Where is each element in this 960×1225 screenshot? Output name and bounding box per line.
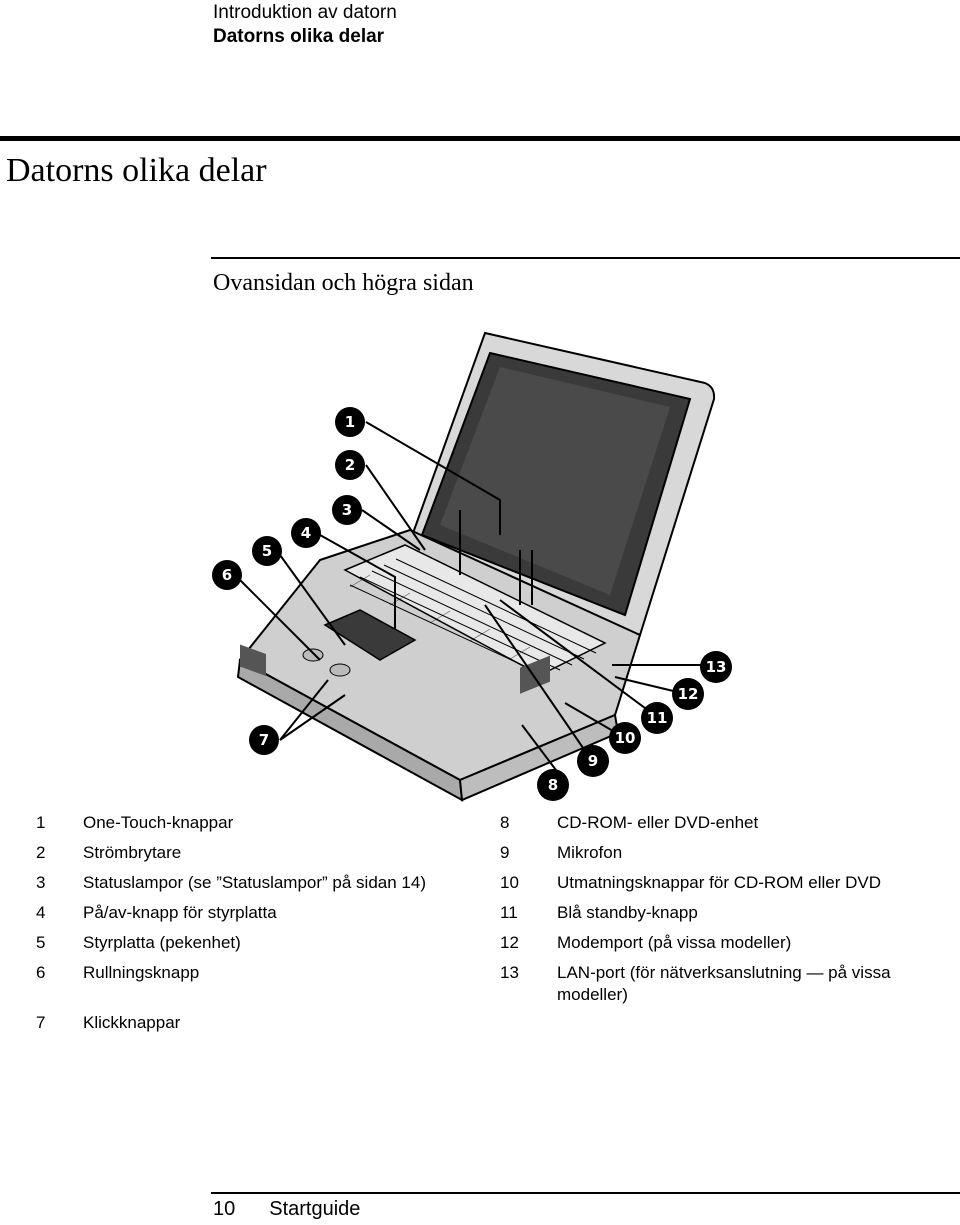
svg-text:5: 5 — [261, 542, 273, 560]
legend-item: 1 One-Touch-knappar — [36, 808, 486, 838]
legend-item-label: På/av-knapp för styrplatta — [83, 903, 277, 922]
legend-item: 7 Klickknappar — [36, 1008, 486, 1038]
legend-left — [36, 808, 486, 1038]
callout-11 — [641, 702, 673, 734]
chapter-title: Datorns olika delar — [6, 152, 267, 189]
header-section-label: Datorns olika delar — [213, 26, 385, 47]
svg-text:7: 7 — [258, 731, 270, 749]
callout-5 — [252, 536, 282, 566]
callout-1 — [335, 407, 365, 437]
laptop-illustration — [200, 325, 960, 805]
legend-item-label: Klickknappar — [83, 1013, 181, 1032]
legend-item-label: Rullningsknapp — [83, 963, 200, 982]
legend-item: 2 Strömbrytare — [36, 838, 486, 868]
legend-item: 3 Statuslampor (se ”Statuslampor” på sidan 14) — [36, 868, 486, 898]
legend-item: 13 LAN-port (för nätverksanslutning — på vissa modeller) — [500, 958, 960, 1010]
header-rule — [0, 136, 960, 141]
svg-text:8: 8 — [547, 776, 559, 794]
page-footer — [213, 1198, 360, 1221]
header-chapter-label: Introduktion av datorn — [213, 2, 397, 23]
callout-8 — [537, 769, 569, 801]
legend-item: 12 Modemport (på vissa modeller) — [500, 928, 960, 958]
svg-text:6: 6 — [221, 566, 233, 584]
svg-text:2: 2 — [344, 456, 356, 474]
callout-4 — [291, 518, 321, 548]
svg-text:13: 13 — [705, 658, 727, 676]
legend-item-label: Strömbrytare — [83, 843, 182, 862]
legend-right — [500, 808, 960, 1010]
svg-text:1: 1 — [344, 413, 356, 431]
legend-item: 11 Blå standby-knapp — [500, 898, 960, 928]
legend-item-label: Mikrofon — [557, 843, 623, 862]
footer-rule — [211, 1192, 960, 1194]
callout-10 — [609, 722, 641, 754]
legend-item: 5 Styrplatta (pekenhet) — [36, 928, 486, 958]
legend-item-label: Blå standby-knapp — [557, 903, 698, 922]
svg-text:4: 4 — [300, 524, 312, 542]
legend-item-label: Styrplatta (pekenhet) — [83, 933, 241, 952]
callout-13 — [700, 651, 732, 683]
legend-item-label: CD-ROM- eller DVD-enhet — [557, 813, 759, 832]
legend-item: 10 Utmatningsknappar för CD-ROM eller DVD — [500, 868, 960, 898]
legend-item: 8 CD-ROM- eller DVD-enhet — [500, 808, 960, 838]
callout-2 — [335, 450, 365, 480]
legend-item: 9 Mikrofon — [500, 838, 960, 868]
svg-text:12: 12 — [677, 685, 699, 703]
legend-item-label: Statuslampor (se ”Statuslampor” på sidan 14) — [83, 873, 426, 892]
legend-item-label: Utmatningsknappar för CD-ROM eller DVD — [557, 873, 882, 892]
callout-3 — [332, 495, 362, 525]
svg-text:3: 3 — [341, 501, 353, 519]
section-rule — [211, 257, 960, 259]
legend-item-label: Modemport (på vissa modeller) — [557, 933, 792, 952]
callout-9 — [577, 745, 609, 777]
page-number: 10 — [213, 1198, 236, 1220]
section-title: Ovansidan och högra sidan — [213, 270, 474, 296]
callout-12 — [672, 678, 704, 710]
legend-item-label: One-Touch-knappar — [83, 813, 234, 832]
guide-name: Startguide — [269, 1198, 361, 1220]
svg-text:9: 9 — [587, 752, 599, 770]
legend-item: 6 Rullningsknapp — [36, 958, 486, 988]
svg-text:10: 10 — [614, 729, 636, 747]
callout-7 — [249, 725, 279, 755]
svg-text:11: 11 — [646, 709, 668, 727]
legend-item-label: LAN-port (för nätverksanslutning — på vissa modeller) — [557, 963, 891, 1004]
legend-item: 4 På/av-knapp för styrplatta — [36, 898, 486, 928]
callout-6 — [212, 560, 242, 590]
